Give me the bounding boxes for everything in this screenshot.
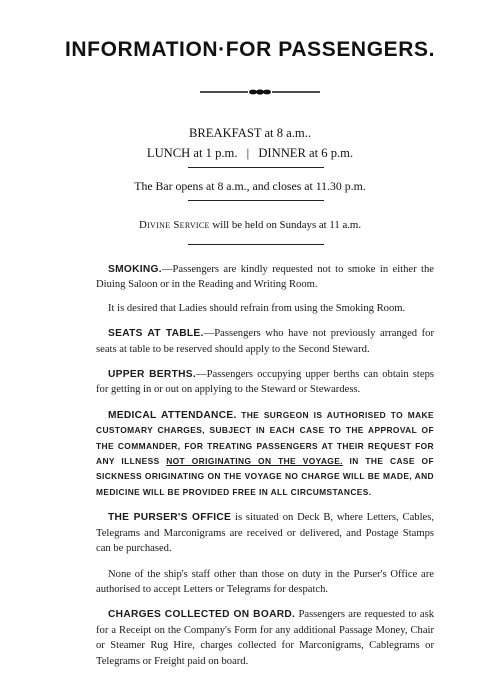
medical-underlined: NOT ORIGINATING ON THE VOYAGE. [166, 456, 343, 467]
seats-text: —Passengers who have not previously arranged for seats at table to be reserved should apply to the Second Steward. [96, 328, 434, 355]
purser-paragraph [96, 510, 434, 556]
divine-service-label: Divine Service [138, 219, 210, 231]
rules-body [96, 262, 434, 679]
lunch-time: LUNCH at 1 p.m. [146, 146, 238, 160]
berths-text: —Passengers occupying upper berths can obtain steps for getting in or out on applying to the Steward or Stewardess. [96, 369, 434, 396]
seats-heading: SEATS AT TABLE. [108, 328, 204, 340]
ladies-paragraph: It is desired that Ladies should refrain from using the Smoking Room. [108, 302, 406, 314]
smoking-heading: SMOKING. [108, 264, 162, 275]
bar-hours: The Bar opens at 8 a.m., and closes at 11.30 p.m. [134, 179, 366, 193]
rule-2 [188, 200, 324, 201]
medical-heading: MEDICAL ATTENDANCE. [108, 409, 237, 421]
divine-service-time: will be held on Sundays at 11 a.m. [212, 219, 362, 231]
charges-text: Passengers are requested to ask for a Receipt on the Company's Form for any additional Passage Money, Chair or Steamer Rug Hire, charges collected for Marconigrams, Cablegrams or Telegrams or Freight paid on board. [96, 609, 434, 667]
berths-heading: UPPER BERTHS. [108, 369, 196, 381]
medical-text-2: IN THE CASE OF SICKNESS ORIGINATING ON THE VOYAGE NO CHARGE WILL BE MADE, AND MEDICINE WILL BE PROVIDED FREE IN ALL CIRCUMSTANCES. [96, 456, 434, 497]
purser-heading: THE PURSER'S OFFICE [108, 512, 232, 524]
page-title: INFORMATION·FOR PASSENGERS. [64, 38, 436, 61]
ornament-divider [200, 88, 320, 96]
medical-paragraph [96, 408, 434, 500]
staff-paragraph: None of the ship's staff other than those on duty in the Purser's Office are authorised to accept Letters or Telegrams for despatch. [96, 568, 434, 595]
meal-separator: | [246, 146, 250, 160]
rule-1 [188, 167, 324, 168]
berths-paragraph [96, 367, 434, 398]
smoking-paragraph [96, 262, 434, 293]
charges-paragraph [96, 607, 434, 669]
smoking-text: —Passengers are kindly requested not to smoke in either the Diuing Saloon or in the Reading and Writing Room. [96, 264, 434, 291]
rule-3 [188, 244, 324, 245]
charges-heading: CHARGES COLLECTED ON BOARD. [108, 609, 296, 621]
dinner-time: DINNER at 6 p.m. [258, 146, 354, 160]
divine-service [0, 219, 500, 231]
lunch-dinner-times [0, 146, 500, 161]
seats-paragraph [96, 326, 434, 357]
purser-text: is situated on Deck B, where Letters, Cables, Telegrams and Marconigrams are received or delivered, and Postage Stamps can be purchased. [96, 512, 434, 555]
medical-text-1: THE SURGEON IS AUTHORISED TO MAKE CUSTOMARY CHARGES, SUBJECT IN EACH CASE TO THE APPROVAL OF THE COMMANDER, FOR TREATING PASSENGERS AT THEIR REQUEST FOR ANY ILLNESS [96, 409, 434, 467]
breakfast-time: BREAKFAST at 8 a.m.. [189, 126, 311, 140]
